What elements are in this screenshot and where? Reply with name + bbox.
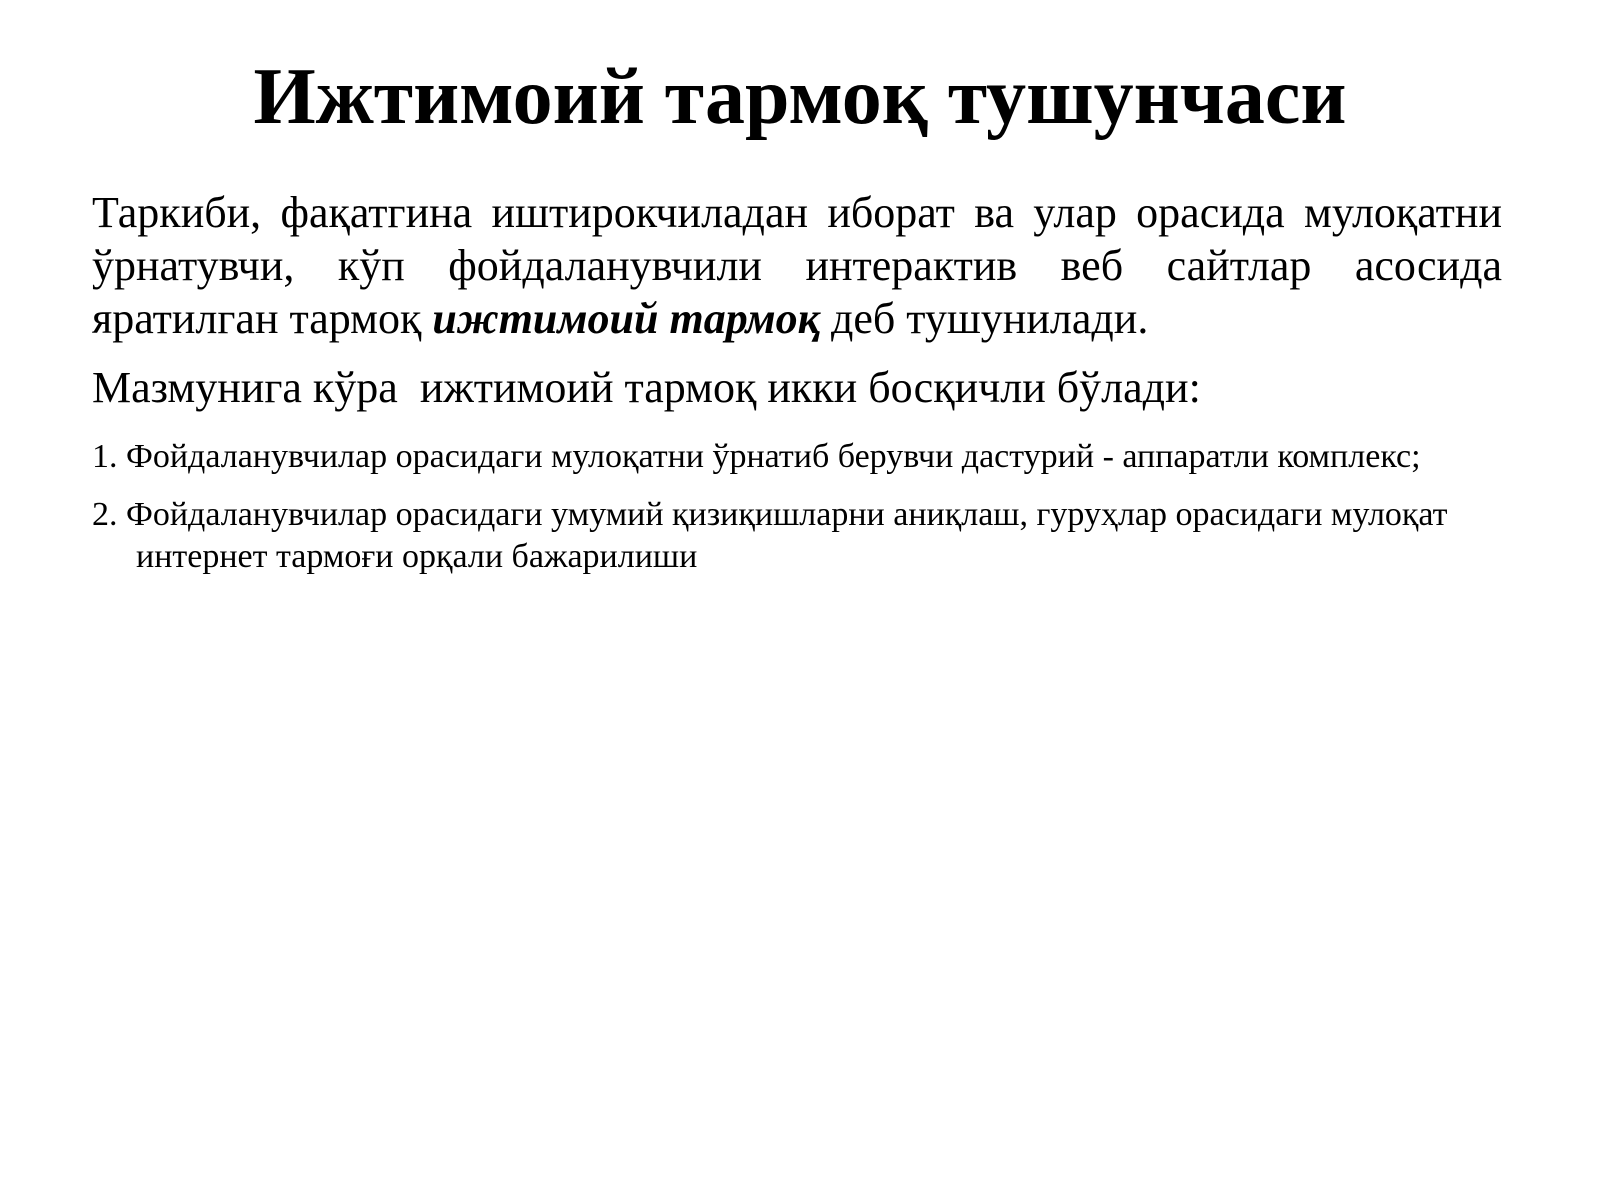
definition-term: ижтимоий тармоқ [432, 294, 820, 343]
definition-paragraph [92, 186, 1502, 345]
list-item: 1. Фойдаланувчилар орасидаги мулоқатни ўрнатиб берувчи дастурий - аппаратли комплекс; [92, 438, 1421, 475]
slide-title: Ижтимоий тармоқ тушунчаси [253, 53, 1347, 141]
definition-text-after: деб тушунилади. [819, 294, 1149, 343]
stage-list [92, 436, 1502, 578]
definition-text-before: Таркиби, фақатгина иштирокчиладан иборат ва улар орасида мулоқатни ўрнатувчи, кўп фойдаланувчили интерактив веб сайтлар асосида яратилган тармоқ [92, 188, 1502, 343]
slide-content [92, 186, 1502, 594]
list-item: 2. Фойдаланувчилар орасидаги умумий қизиқишларни аниқлаш, гуруҳлар орасидаги мулоқат интернет тармоғи орқали бажарилиши [92, 496, 1448, 575]
lead-paragraph: Мазмунига кўра ижтимоий тармоқ икки босқичли бўлади: [92, 363, 1201, 412]
